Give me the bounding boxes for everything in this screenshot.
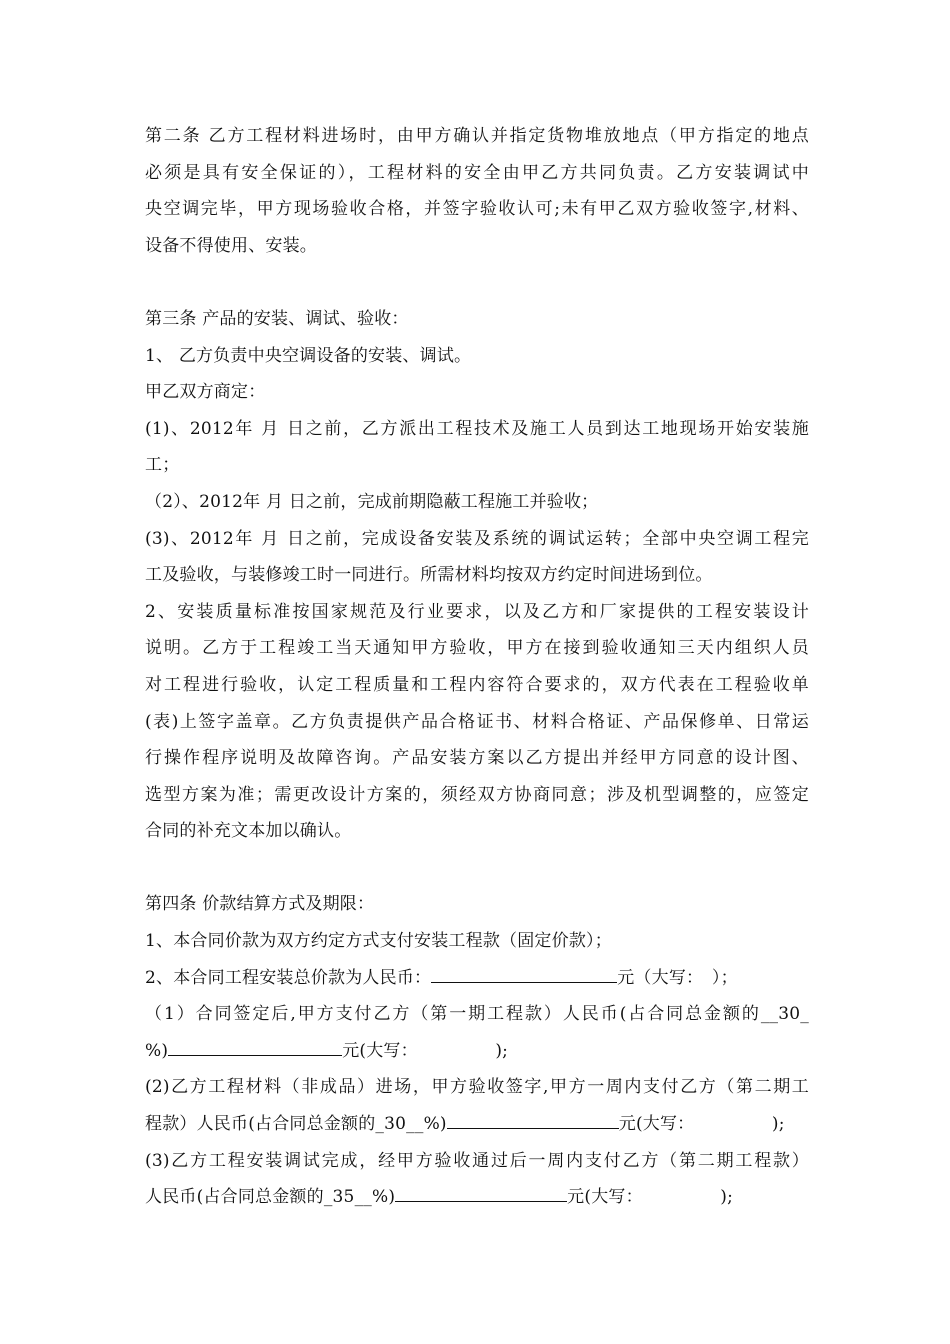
article-4-title: 第四条 价款结算方式及期限：: [145, 894, 375, 915]
document-body: [145, 118, 809, 1216]
article-4-point-2-line-2: [145, 1106, 809, 1143]
article-3-point-1-line-1: (1)、2012年 月 日之前，乙方派出工程技术及施工人员到达工地现场开始安装施: [145, 418, 809, 439]
article-3-item-2-line-3: 对工程进行验收，认定工程质量和工程内容符合要求的，双方代表在工程验收单: [145, 674, 809, 695]
second-payment-blank[interactable]: [447, 1110, 619, 1129]
article-4-item-2: [145, 960, 809, 997]
article-4-point-3-line-2: [145, 1179, 809, 1216]
article-2-line-3: 央空调完毕，甲方现场验收合格，并签字验收认可;未有甲乙双方验收签字,材料、: [145, 199, 809, 220]
article-4-point-1-line-2: [145, 1033, 809, 1070]
article-4-point-1-suffix: 元(大写： );: [342, 1040, 509, 1061]
article-3-title: 第三条 产品的安装、调试、验收：: [145, 308, 409, 329]
total-price-blank[interactable]: [431, 964, 617, 983]
article-2-line-1: 第二条 乙方工程材料进场时，由甲方确认并指定货物堆放地点（甲方指定的地点: [145, 126, 809, 146]
article-2-line-4: 设备不得使用、安装。: [145, 235, 317, 256]
paragraph-gap: [145, 850, 809, 887]
article-4-item-1: 1、本合同价款为双方约定方式支付安装工程款（固定价款）；: [145, 931, 612, 952]
article-4-point-2-suffix: 元(大写： );: [618, 1114, 785, 1135]
article-3-item-2-line-1: 2、安装质量标准按国家规范及行业要求，以及乙方和厂家提供的工程安装设计: [145, 601, 809, 622]
article-3-point-3-line-2: 工及验收，与装修竣工时一同进行。所需材料均按双方约定时间进场到位。: [145, 565, 713, 586]
first-payment-blank[interactable]: [168, 1037, 342, 1056]
article-4-point-1-line-1: （1）合同签定后,甲方支付乙方（第一期工程款）人民币(占合同总金额的__30_: [145, 1004, 809, 1025]
article-4-item-2-suffix: 元（大写： ）；: [617, 967, 738, 988]
article-3-point-1-line-2: 工；: [145, 455, 180, 476]
article-3-item-2-line-5: 行操作程序说明及故障咨询。产品安装方案以乙方提出并经甲方同意的设计图、: [145, 748, 809, 769]
article-3-item-2-line-6: 选型方案为准；需更改设计方案的，须经双方协商同意；涉及机型调整的，应签定: [145, 784, 809, 805]
article-3-item-2-line-2: 说明。乙方于工程竣工当天通知甲方验收，甲方在接到验收通知三天内组织人员: [145, 638, 809, 659]
article-3-item-1: 1、 乙方负责中央空调设备的安装、调试。: [145, 345, 472, 366]
article-3-point-3-line-1: (3)、2012年 月 日之前，完成设备安装及系统的调试运转；全部中央空调工程完: [145, 528, 809, 549]
article-3-agreed: 甲乙双方商定：: [145, 382, 266, 403]
article-4-point-3-suffix: 元(大写： );: [567, 1187, 734, 1208]
article-4-item-2-prefix: 2、本合同工程安装总价款为人民币：: [145, 967, 432, 988]
article-4-point-3-line-1: (3)乙方工程安装调试完成，经甲方验收通过后一周内支付乙方（第二期工程款）: [145, 1150, 809, 1171]
paragraph-gap: [145, 264, 809, 301]
article-4-point-2-line-1: (2)乙方工程材料（非成品）进场，甲方验收签字,甲方一周内支付乙方（第二期工: [145, 1077, 809, 1098]
article-2-line-2: 必须是具有安全保证的），工程材料的安全由甲乙方共同负责。乙方安装调试中: [145, 162, 809, 183]
article-3-item-2-line-7: 合同的补充文本加以确认。: [145, 821, 352, 842]
article-4-point-1-prefix: %): [145, 1040, 169, 1061]
article-4: [145, 886, 809, 1215]
article-4-point-2-prefix: 程款）人民币(占合同总金额的_30__%): [145, 1114, 447, 1135]
article-3: [145, 301, 809, 850]
article-3-point-2: （2）、2012年 月 日之前，完成前期隐蔽工程施工并验收；: [145, 491, 599, 512]
third-payment-blank[interactable]: [395, 1183, 567, 1202]
article-3-item-2-line-4: (表)上签字盖章。乙方负责提供产品合格证书、材料合格证、产品保修单、日常运: [145, 711, 809, 732]
article-2: [145, 118, 809, 264]
article-4-point-3-prefix: 人民币(占合同总金额的_35__%): [145, 1187, 396, 1208]
